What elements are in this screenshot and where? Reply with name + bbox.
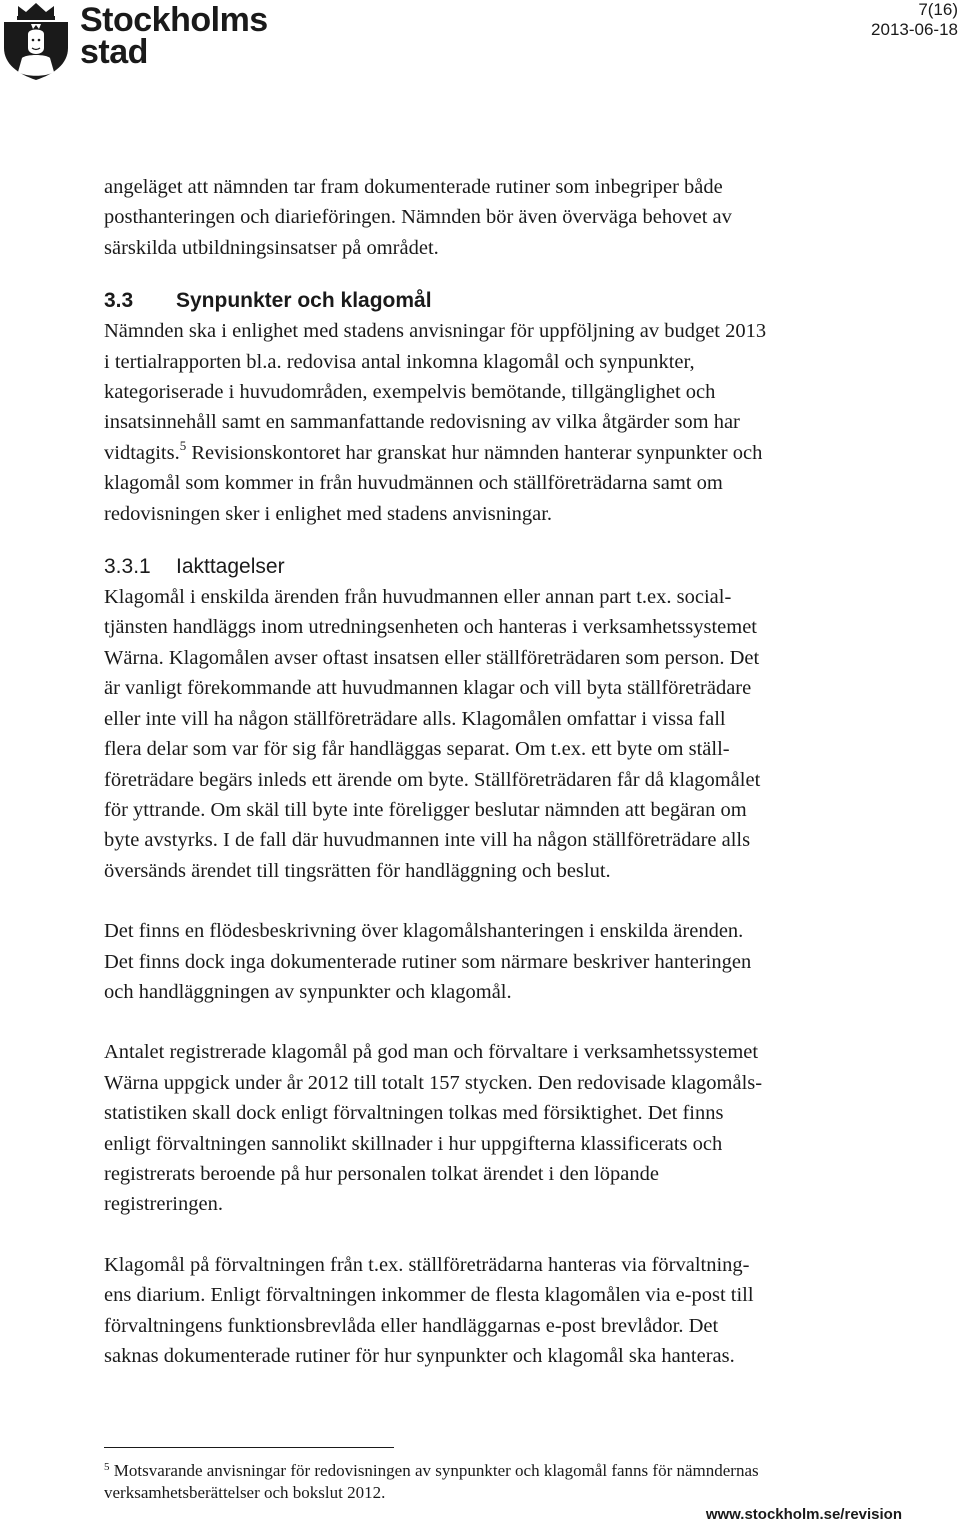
city-crest-icon — [0, 0, 72, 82]
text-line: kategoriserade i huvudområden, exempelvis bemötande, tillgänglighet och — [104, 381, 716, 404]
text-line: byte avstyrks. I de fall där huvudmannen inte vill ha någon ställföreträdare alls — [104, 829, 751, 852]
text-line: översänds ärendet till tingsrätten för handläggning och beslut. — [104, 859, 611, 882]
body-paragraph — [104, 1037, 884, 1219]
text-line: och handläggningen av synpunkter och klagomål. — [104, 980, 512, 1003]
text-line: posthanteringen och diarieföringen. Nämnden bör även överväga behovet av — [104, 206, 732, 229]
text-line: förvaltningens funktionsbrevlåda eller handläggarnas e-post brevlådor. Det — [104, 1314, 719, 1337]
text-line: statistiken skall dock enligt förvaltningen tolkas med försiktighet. Det finns — [104, 1102, 724, 1125]
text-line: klagomål som kommer in från huvudmännen och ställföreträdarna samt om — [104, 472, 723, 495]
text-line: för yttrande. Om skäl till byte inte föreligger beslutar nämnden att begäran om — [104, 798, 747, 821]
text-line: Antalet registrerade klagomål på god man och förvaltare i verksamhetssystemet — [104, 1041, 759, 1064]
footer-url-link[interactable]: www.stockholm.se/revision — [705, 1506, 902, 1523]
section-heading — [104, 286, 884, 316]
text-line: ens diarium. Enligt förvaltningen inkommer de flesta klagomålen via e-post till — [104, 1284, 754, 1307]
logo-line-2: stad — [80, 33, 148, 71]
text-line: Wärna. Klagomålen avser oftast insatsen eller ställföreträdaren som person. Det — [104, 646, 760, 669]
stockholms-stad-logo — [0, 0, 268, 80]
footnote-number: 5 — [104, 1461, 110, 1473]
document-date: 2013-06-18 — [871, 20, 958, 39]
text-line: Wärna uppgick under år 2012 till totalt 157 stycken. Den redovisade klagomåls- — [104, 1071, 763, 1094]
text-line: Nämnden ska i enlighet med stadens anvisningar för uppföljning av budget 2013 — [104, 320, 767, 343]
text-line: i tertialrapporten bl.a. redovisa antal inkomna klagomål och synpunkter, — [104, 350, 695, 373]
text-line: Klagomål på förvaltningen från t.ex. ställföreträdarna hanteras via förvaltning- — [104, 1253, 750, 1276]
text-line: vidtagits. — [104, 441, 180, 464]
text-line: Klagomål i enskilda ärenden från huvudmannen eller annan part t.ex. social- — [104, 586, 732, 609]
text-line: företrädare begärs inleds ett ärende om byte. Ställföreträdaren får då klagomålet — [104, 768, 761, 791]
text-line: enligt förvaltningen sannolikt skillnader i hur uppgifterna klassificerats och — [104, 1132, 723, 1155]
footnote-line-2: verksamhetsberättelser och bokslut 2012. — [104, 1483, 386, 1502]
section-title: Synpunkter och klagomål — [176, 289, 432, 313]
text-line: Det finns dock inga dokumenterade rutiner som närmare beskriver hanteringen — [104, 950, 752, 973]
text-line: redovisningen sker i enlighet med stadens anvisningar. — [104, 502, 553, 525]
text-line: Det finns en flödesbeskrivning över klagomålshanteringen i enskilda ärenden. — [104, 920, 744, 943]
text-line: tjänsten handläggs inom utredningsenheten och hanteras i verksamhetssystemet — [104, 616, 757, 639]
text-line: eller inte vill ha någon ställföreträdare alls. Klagomålen omfattar i vissa fall — [104, 707, 726, 730]
body-paragraph — [104, 1250, 884, 1372]
logo-wordmark — [80, 1, 268, 71]
body-paragraph — [104, 582, 884, 886]
subsection-heading — [104, 552, 884, 582]
footnote-divider — [104, 1447, 394, 1448]
text-line: saknas dokumenterade rutiner för hur synpunkter och klagomål ska hanteras. — [104, 1345, 735, 1367]
text-line: insatsinnehåll samt en sammanfattande redovisning av vilka åtgärder som har — [104, 411, 740, 434]
section-number: 3.3 — [104, 289, 134, 313]
text-line: särskilda utbildningsinsatser på området. — [104, 236, 439, 259]
text-line: angeläget att nämnden tar fram dokumenterade rutiner som inbegriper både — [104, 176, 723, 198]
page-number: 7(16) — [918, 0, 958, 19]
section-paragraph — [104, 316, 884, 529]
logo-line-1: Stockholms — [80, 1, 268, 39]
page-meta — [871, 0, 958, 40]
document-body — [104, 172, 884, 1371]
footnote-reference[interactable]: 5 — [179, 437, 187, 453]
intro-paragraph — [104, 172, 884, 263]
body-paragraph — [104, 916, 884, 1007]
subsection-title: Iakttagelser — [176, 555, 285, 579]
footnote-line-1: Motsvarande anvisningar för redovisningen av synpunkter och klagomål fanns för nämndernas — [109, 1461, 759, 1480]
text-line: flera delar som var för sig får handläggas separat. Om t.ex. ett byte om ställ- — [104, 738, 730, 761]
text-line: registrerats beroende på hur personalen tolkat ärendet i den löpande — [104, 1162, 659, 1185]
text-line: Revisionskontoret har granskat hur nämnden hanterar synpunkter och — [186, 441, 763, 464]
footnote — [104, 1460, 904, 1504]
text-line: är vanligt förekommande att huvudmannen klagar och vill byta ställföreträdare — [104, 677, 752, 700]
subsection-number: 3.3.1 — [104, 555, 151, 579]
text-line: registreringen. — [104, 1193, 223, 1216]
